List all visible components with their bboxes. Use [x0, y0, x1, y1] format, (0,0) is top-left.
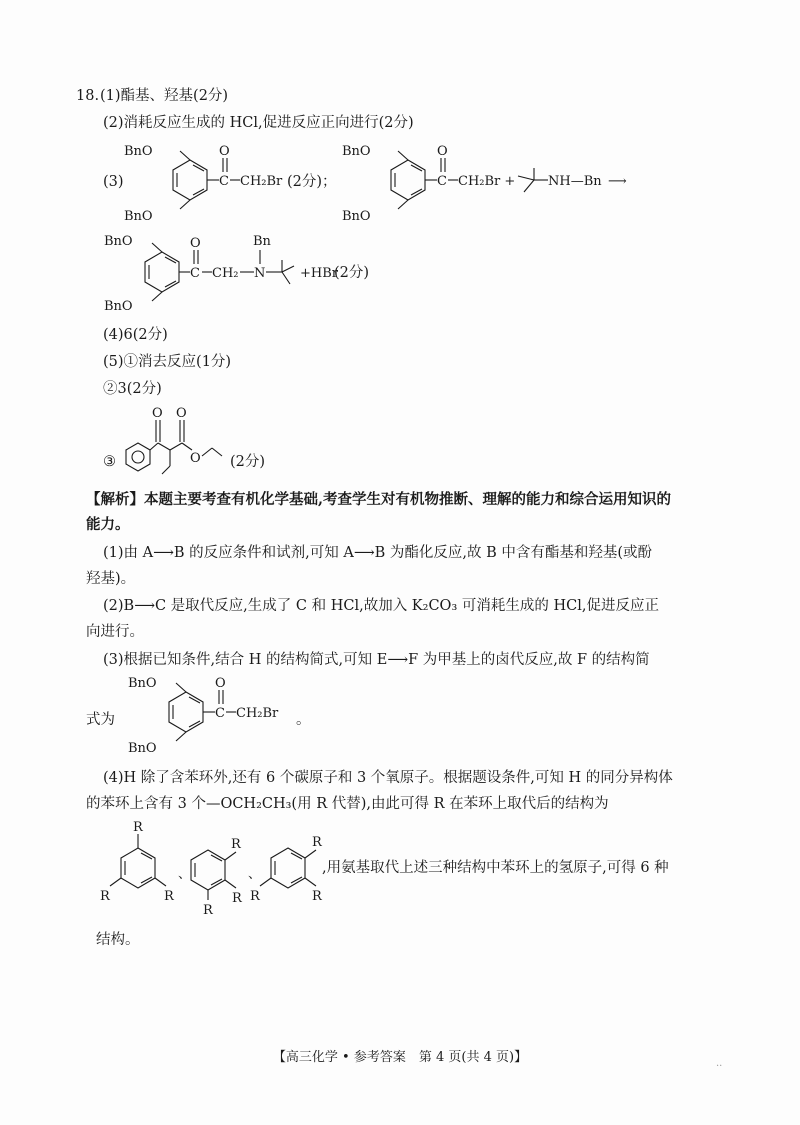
bno-label: BnO — [342, 209, 371, 224]
bno-label: BnO — [128, 676, 157, 691]
r-label: R — [312, 835, 322, 850]
ch2br-label: CH₂Br — [236, 706, 279, 721]
plus-hbr-label: +HBr — [300, 266, 338, 281]
benzene-ring — [271, 848, 305, 888]
benzene-ring — [145, 252, 179, 292]
carbon-c: C — [219, 174, 229, 189]
question-number: 18. — [76, 88, 100, 104]
benzene-ring — [126, 443, 150, 471]
bn-label: Bn — [253, 234, 271, 249]
analysis-p3: (3)根据已知条件,结合 H 的结构简式,可知 E⟶F 为甲基上的卤代反应,故 F 的结构简 — [103, 652, 650, 668]
ester-carbonyl-o: O — [176, 406, 187, 421]
analysis-p3-period: 。 — [296, 712, 311, 728]
bno-label: BnO — [104, 299, 133, 314]
ketoester-structure — [114, 404, 234, 479]
analysis-heading: 【解析】本题主要考查有机化学基础,考查学生对有机物推断、理解的能力和综合运用知识的 — [86, 491, 672, 508]
analysis-p4-tail: ,用氨基取代上述三种结构中苯环上的氢原子,可得 6 种 — [322, 860, 669, 876]
carbonyl-o: O — [190, 236, 201, 251]
benzene-ring — [121, 848, 155, 888]
analysis-p1-cont: 羟基)。 — [86, 571, 136, 587]
r-label: R — [133, 820, 143, 835]
bno-label: BnO — [104, 234, 133, 249]
r-label: R — [100, 889, 110, 904]
n-label: N — [254, 266, 266, 281]
aromatic-circle — [132, 451, 144, 463]
answer-4: (4)6(2分) — [103, 327, 168, 343]
r-label: R — [250, 889, 260, 904]
r-label: R — [312, 889, 322, 904]
analysis-p4: (4)H 除了含苯环外,还有 6 个碳原子和 3 个氧原子。根据题设条件,可知 H 的同分异构体 — [103, 770, 673, 786]
answer-5-1: (5)①消去反应(1分) — [103, 354, 232, 370]
answer-3-label: (3) — [103, 174, 124, 190]
reaction-arrow: ⟶ — [608, 174, 627, 189]
analysis-p2-cont: 向进行。 — [86, 624, 144, 640]
r-label: R — [164, 889, 174, 904]
ch2br-label: CH₂Br — [240, 174, 283, 189]
analysis-p3-cont: 式为 — [86, 712, 115, 728]
analysis-p4-cont: 的苯环上含有 3 个—OCH₂CH₃(用 R 代替),由此可得 R 在苯环上取代后的结构为 — [86, 796, 609, 812]
answer-5-3-score: (2分) — [230, 454, 266, 470]
carbonyl-o: O — [219, 144, 230, 159]
benzene-ring — [191, 850, 225, 890]
carbonyl-o: O — [215, 676, 226, 691]
bno-label: BnO — [128, 741, 157, 756]
benzene-ring — [169, 692, 203, 732]
benzene-ring — [391, 160, 425, 200]
page-footer: 【高三化学 • 参考答案 第 4 页(共 4 页)】 — [272, 1050, 528, 1065]
corner-mark: .. — [716, 1058, 723, 1069]
bno-label: BnO — [124, 209, 153, 224]
answer-5-2: ②3(2分) — [103, 381, 162, 397]
analysis-p2: (2)B⟶C 是取代反应,生成了 C 和 HCl,故加入 K₂CO₃ 可消耗生成的 HCl,促进反应正 — [103, 598, 659, 614]
ester-o: O — [190, 451, 201, 466]
analysis-p1: (1)由 A⟶B 的反应条件和试剂,可知 A⟶B 为酯化反应,故 B 中含有酯基和羟基(或酚 — [103, 545, 653, 561]
carbon-c: C — [190, 266, 200, 281]
answer-1: (1)酯基、羟基(2分) — [100, 88, 229, 104]
reaction-3-equation — [338, 140, 648, 230]
benzene-ring — [173, 160, 207, 200]
ketone-o: O — [152, 406, 163, 421]
score-2: (2分) — [334, 265, 370, 281]
r-isomer-structures — [98, 818, 348, 918]
carbon-c: C — [437, 174, 447, 189]
bno-label: BnO — [342, 144, 371, 159]
answer-5-3-label: ③ — [103, 454, 116, 470]
ch2-label: CH₂ — [212, 266, 239, 281]
analysis-p4-end: 结构。 — [96, 932, 140, 948]
analysis-heading-cont: 能力。 — [86, 516, 130, 533]
r-label: R — [232, 891, 242, 906]
r-label: R — [203, 903, 213, 918]
separator: 、 — [248, 867, 262, 882]
bno-label: BnO — [124, 144, 153, 159]
separator: 、 — [178, 867, 192, 882]
carbonyl-o: O — [437, 144, 448, 159]
r-label: R — [231, 837, 241, 852]
carbon-c: C — [215, 706, 225, 721]
score-1: (2分)； — [287, 174, 337, 190]
nh-bn-label: NH—Bn — [548, 174, 602, 189]
answer-2: (2)消耗反应生成的 HCl,促进反应正向进行(2分) — [103, 115, 414, 131]
ch2br-plus-label: CH₂Br + — [458, 174, 516, 189]
